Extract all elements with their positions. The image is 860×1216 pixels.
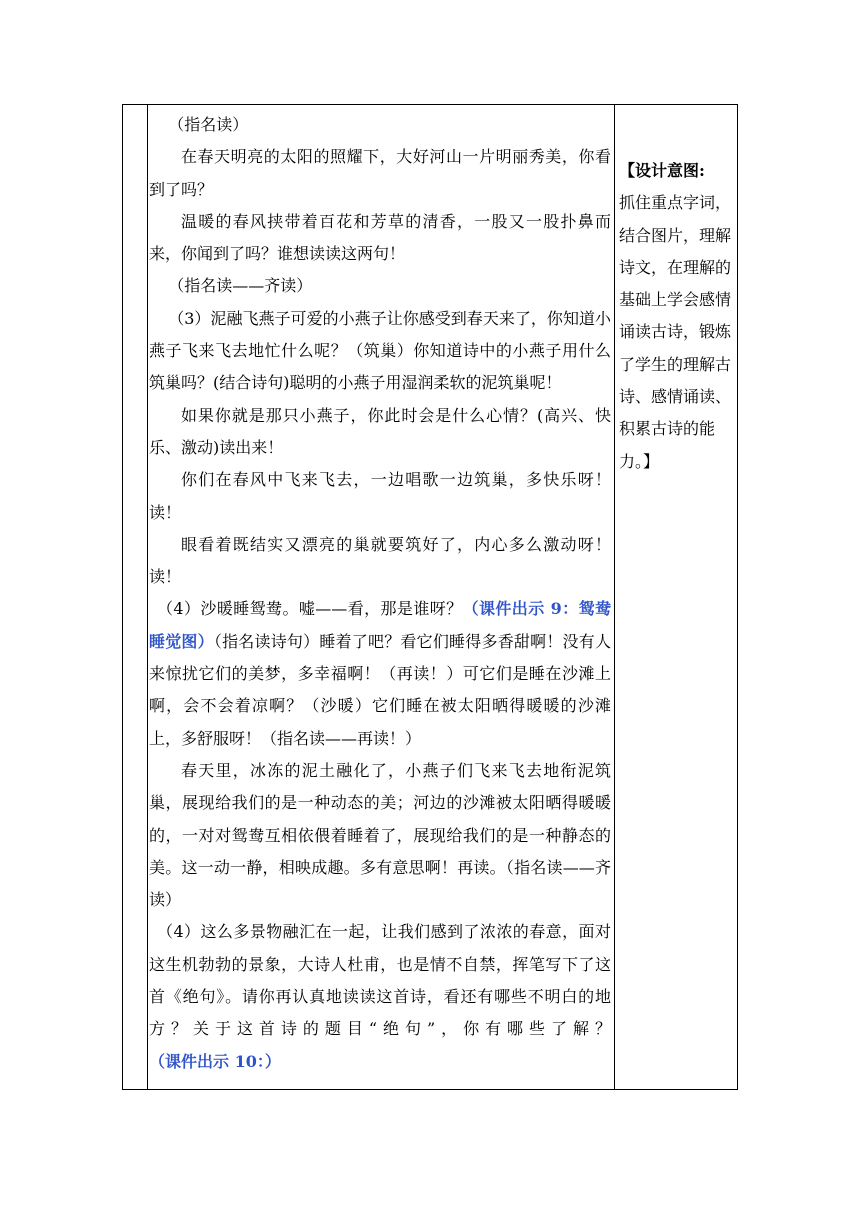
paragraph-text: （4）这么多景物融汇在一起，让我们感到了浓浓的春意，面对这生机勃勃的景象，大诗人杜甫，也是情不自禁，挥笔写下了这首《绝句》。请你再认真地读读这首诗，看还有哪些不明白的地方？关于这首诗的题目“绝句”，你有哪些了解？	[149, 922, 611, 1039]
paragraph	[149, 593, 611, 754]
paragraph: （指名读——齐读）	[168, 276, 313, 296]
design-intent-cell	[619, 155, 737, 478]
paragraph	[149, 916, 611, 1077]
lesson-table	[122, 104, 738, 1090]
courseware-note: （课件出示 10：）	[149, 1051, 281, 1071]
paragraph: 春天里，冰冻的泥土融化了，小燕子们飞来飞去地衔泥筑巢，展现给我们的是一种动态的美；河边的沙滩被太阳晒得暖暖的，一对对鸳鸯互相依偎着睡着了，展现给我们的是一种静态的美。这一动一静，相映成趣。多有意思啊！再读。（指名读——齐读）	[149, 760, 611, 910]
column-divider	[614, 105, 615, 1089]
paragraph: 如果你就是那只小燕子，你此时会是什么心情？(高兴、快乐、激动)读出来！	[149, 405, 611, 457]
lesson-content-cell	[149, 109, 611, 1078]
left-column	[123, 105, 148, 1089]
courseware-note: （课件出示 9：鸳鸯睡觉图）	[149, 599, 611, 651]
design-intent-body: 抓住重点字词，结合图片，理解诗文，在理解的基础上学会感情诵读古诗，锻炼了学生的理解古诗、感情诵读、积累古诗的能力。】	[619, 193, 732, 471]
paragraph: （3）泥融飞燕子可爱的小燕子让你感受到春天来了，你知道小燕子飞来飞去地忙什么呢？（筑巢）你知道诗中的小燕子用什么筑巢吗？(结合诗句)聪明的小燕子用湿润柔软的泥筑巢呢！	[149, 308, 611, 393]
paragraph-text: （4）沙暖睡鸳鸯。嘘——看，那是谁呀？	[157, 599, 463, 619]
paragraph: 你们在春风中飞来飞去，一边唱歌一边筑巢，多快乐呀！读！	[149, 470, 611, 522]
paragraph: 温暖的春风挟带着百花和芳草的清香，一股又一股扑鼻而来，你闻到了吗？谁想读读这两句！	[149, 211, 611, 264]
design-intent-title: 【设计意图:	[619, 161, 705, 180]
paragraph: 眼看着既结实又漂亮的巢就要筑好了，内心多么激动呀！读！	[149, 534, 611, 587]
paragraph-text: （指名读诗句）睡着了吧？看它们睡得多香甜啊！没有人来惊扰它们的美梦，多幸福啊！（再读！）可它们是睡在沙滩上啊，会不会着凉啊？（沙暖）它们睡在被太阳晒得暖暖的沙滩上，多舒服呀！（指名读——再读！）	[149, 631, 611, 748]
paragraph: （指名读）	[168, 115, 249, 134]
paragraph: 在春天明亮的太阳的照耀下，大好河山一片明丽秀美，你看到了吗？	[149, 147, 611, 199]
